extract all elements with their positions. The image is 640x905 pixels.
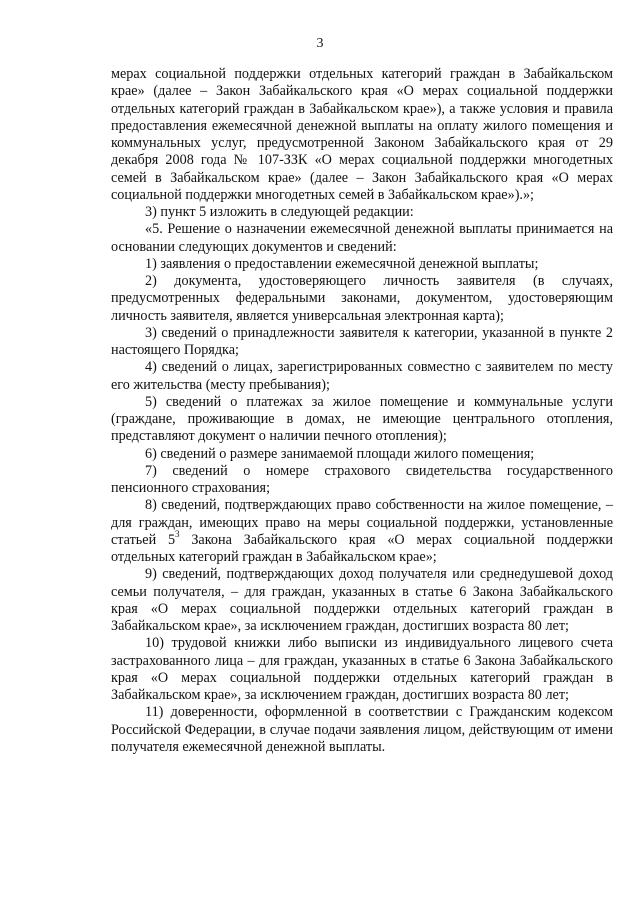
article-superscript: 3	[175, 529, 180, 540]
list-item-2: 2) документа, удостоверяющего личность заявителя (в случаях, предусмотренных федеральными законами, документом, удостоверяющим личность заявителя, является универсальная электронная карта);	[111, 273, 613, 324]
list-item-5: 5) сведений о платежах за жилое помещение и коммунальные услуги (граждане, проживающие в домах, не имеющие центрального отопления, представляют документ о наличии печного отопления);	[111, 393, 613, 445]
list-item-8-text-end: Закона Забайкальского края «О мерах социальной поддержки отдельных категорий граждан в Забайкальском крае»;	[111, 531, 613, 565]
document-body	[111, 66, 613, 756]
paragraph-continuation: мерах социальной поддержки отдельных категорий граждан в Забайкальском крае» (далее – Закон Забайкальского края «О мерах социальной поддержки отдельных категорий граждан в Забайкальском крае»), а также условия и правила предоставления ежемесячной денежной выплаты на оплату жилого помещения и коммунальных услуг, предусмотренной Законом Забайкальского края от 29 декабря 2008 года № 107-ЗЗК «О мерах социальной поддержки многодетных семей в Забайкальском крае» (далее – Закон Забайкальского края «О мерах социальной поддержки многодетных семей в Забайкальском крае»).»;	[111, 66, 613, 203]
list-item-1: 1) заявления о предоставлении ежемесячной денежной выплаты;	[145, 255, 539, 272]
list-item-3: 3) сведений о принадлежности заявителя к категории, указанной в пункте 2 настоящего Порядка;	[111, 324, 613, 358]
list-item-10: 10) трудовой книжки либо выписки из индивидуального лицевого счета застрахованного лица – для граждан, указанных в статье 6 Закона Забайкальского края «О мерах социальной поддержки отдельных категорий граждан в Забайкальском крае», за исключением граждан, достигших возраста 80 лет;	[111, 635, 613, 703]
paragraph-clause-5: «5. Решение о назначении ежемесячной денежной выплаты принимается на основании следующих документов и сведений:	[111, 221, 613, 255]
list-item-11: 11) доверенности, оформленной в соответствии с Гражданским кодексом Российской Федерации, в случае подачи заявления лицом, действующим от имени получателя ежемесячной денежной выплаты.	[111, 704, 613, 755]
page-number: 3	[316, 36, 324, 51]
list-item-9: 9) сведений, подтверждающих доход получателя или среднедушевой доход семьи получателя, – для граждан, указанных в статье 6 Закона Забайкальского края «О мерах социальной поддержки отдельных категорий граждан в Забайкальском крае», за исключением граждан, достигших возраста 80 лет;	[111, 566, 613, 634]
list-item-4: 4) сведений о лицах, зарегистрированных совместно с заявителем по месту его жительства (месту пребывания);	[111, 359, 613, 393]
paragraph-amendment-3: 3) пункт 5 изложить в следующей редакции:	[145, 204, 414, 220]
list-item-7: 7) сведений о номере страхового свидетельства государственного пенсионного страхования;	[111, 462, 613, 496]
list-item-8	[111, 497, 613, 566]
list-item-8-text-start: 8) сведений, подтверждающих право собственности на жилое помещение, – для граждан, имеющих право на меры социальной поддержки, установленные статьей 5	[111, 497, 613, 548]
list-item-6: 6) сведений о размере занимаемой площади жилого помещения;	[145, 445, 535, 462]
